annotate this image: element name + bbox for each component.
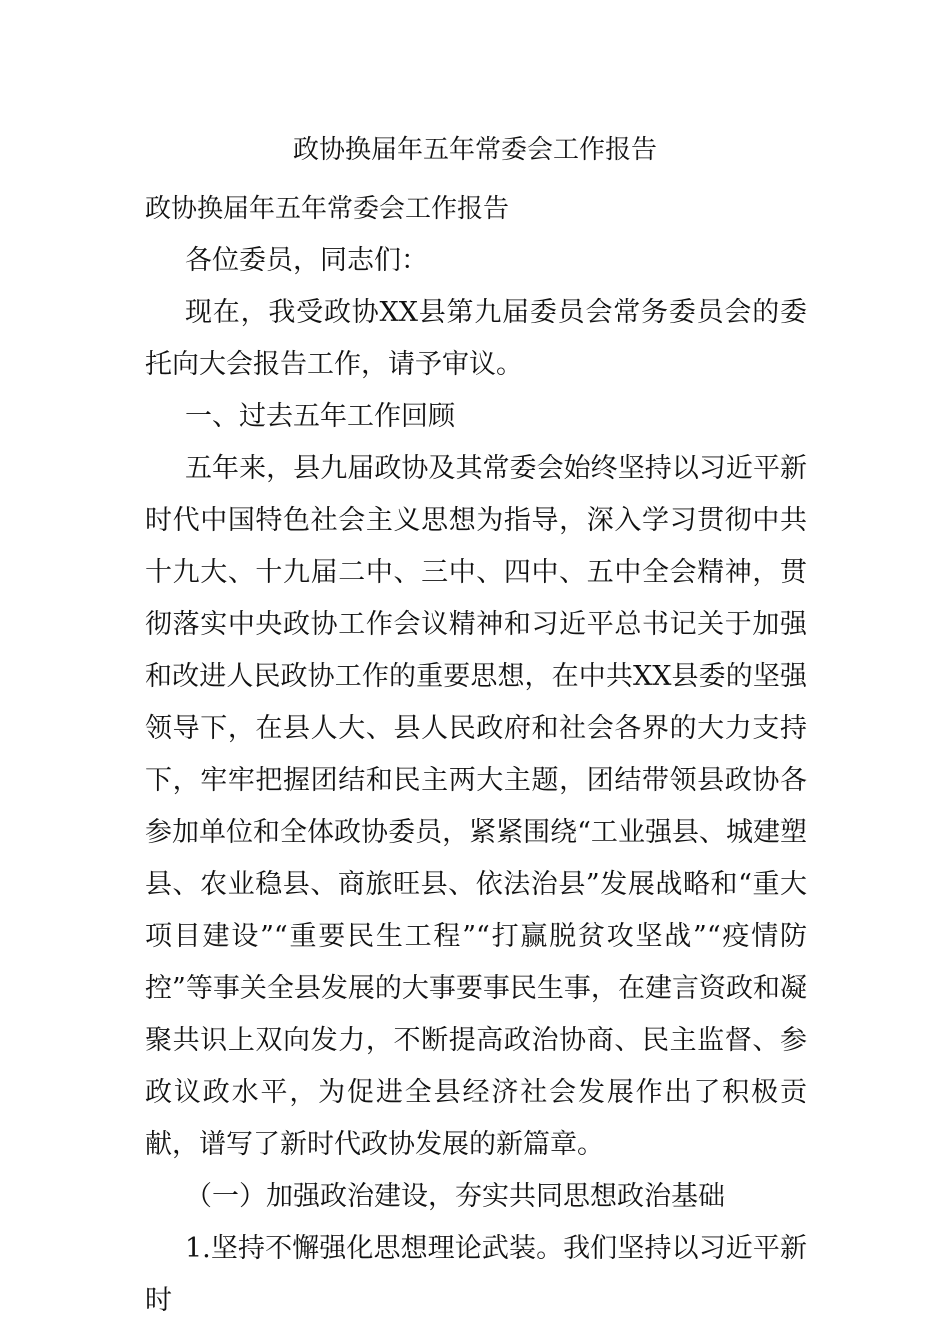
review-paragraph: 五年来，县九届政协及其常委会始终坚持以习近平新时代中国特色社会主义思想为指导，深入学习贯彻中共十九大、十九届二中、三中、四中、五中全会精神，贯彻落实中央政协工作会议精神和习近平总书记关于加强和改进人民政协工作的重要思想，在中共XX县委的坚强领导下，在县人大、县人民政府和社会各界的大力支持下，牢牢把握团结和民主两大主题，团结带领县政协各参加单位和全体政协委员，紧紧围绕“工业强县、城建塑县、农业稳县、商旅旺县、依法治县”发展战略和“重大项目建设”“重要民生工程”“打赢脱贫攻坚战”“疫情防控”等事关全县发展的大事要事民生事，在建言资政和凝聚共识上双向发力，不断提高政治协商、民主监督、参政议政水平，为促进全县经济社会发展作出了积极贡献，谱写了新时代政协发展的新篇章。	[145, 453, 807, 1160]
salutation-paragraph: 各位委员，同志们：	[185, 245, 428, 276]
document-body	[145, 183, 807, 1327]
document-subtitle: 政协换届年五年常委会工作报告	[145, 194, 510, 224]
document-title: 政协换届年五年常委会工作报告	[292, 135, 657, 165]
section-heading: 一、过去五年工作回顾	[185, 401, 455, 432]
subsection-heading: （一）加强政治建设，夯实共同思想政治基础	[185, 1181, 725, 1212]
intro-paragraph: 现在，我受政协XX县第九届委员会常务委员会的委托向大会报告工作，请予审议。	[145, 297, 807, 380]
numbered-paragraph: 1.坚持不懈强化思想理论武装。我们坚持以习近平新时	[145, 1233, 807, 1316]
